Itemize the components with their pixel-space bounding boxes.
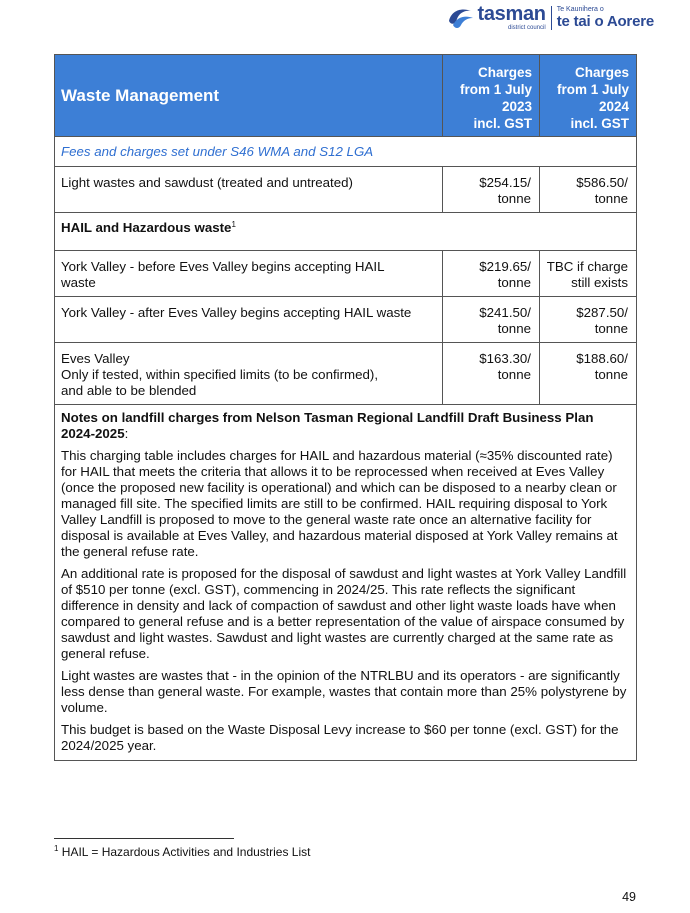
footnote-divider — [54, 838, 234, 839]
notes-row — [55, 405, 637, 761]
charge-line: $241.50/ — [479, 305, 531, 320]
footnote-text: HAIL = Hazardous Activities and Industries List — [61, 845, 311, 859]
table-row — [55, 297, 637, 343]
waste-management-table — [54, 54, 637, 761]
header-line: incl. GST — [473, 116, 532, 131]
notes-paragraph: Light wastes are wastes that - in the opinion of the NTRLBU and its operators - are significantly less dense than general waste. For example, wastes that contain more than 25% polystyrene by volume. — [61, 668, 627, 715]
charge-line: $287.50/ — [576, 305, 628, 320]
description-line: and able to be blended — [61, 383, 197, 398]
header-line: Charges — [574, 65, 629, 80]
notes-body — [61, 448, 630, 754]
description-line: Eves Valley — [61, 351, 130, 366]
charge-2024 — [540, 297, 637, 343]
charge-line: tonne — [497, 321, 531, 336]
header-line: from 1 July — [459, 82, 532, 97]
table-header-row — [55, 55, 637, 137]
description-line: Only if tested, within specified limits (to be confirmed), — [61, 367, 379, 382]
notes-title-text: Notes on landfill charges from Nelson Tasman Regional Landfill Draft Business Plan 2024-2025 — [61, 410, 594, 441]
description-line: waste — [61, 275, 96, 290]
wave-logo-icon — [447, 5, 475, 31]
notes-paragraph: This budget is based on the Waste Disposal Levy increase to $60 per tonne (excl. GST) for the 2024/2025 year. — [61, 722, 619, 753]
notes-title — [61, 410, 630, 442]
charge-2024 — [540, 167, 637, 213]
logo-maori-small: Te Kaunihera o — [556, 6, 604, 13]
row-description — [55, 167, 443, 213]
logo-wordmark — [477, 4, 545, 31]
logo-name: tasman — [477, 3, 546, 25]
charge-line: $254.15/ — [479, 175, 531, 190]
notes-paragraph: This charging table includes charges for HAIL and hazardous material (≈35% discounted rate) for HAIL that meets the criteria that allows it to be reprocessed when received at Eves Valley (once the proposed new facility is operational) and which can be disposed to a nearby clean or managed fill site. The specified limits are still to be confirmed. HAIL requiring disposal to York Valley Landfill is proposed to move to the general waste rate once an alternative facility for disposal is available at Eves Valley, and hazardous material disposed at York Valley remains at the general refuse rate. — [61, 448, 618, 559]
header-line: incl. GST — [570, 116, 629, 131]
row-description — [55, 251, 443, 297]
notes-paragraph: An additional rate is proposed for the disposal of sawdust and light wastes at York Valley Landfill of $510 per tonne (excl. GST), commencing in 2024/25. This rate reflects the significant difference in density and lack of compaction of sawdust and other light waste loads have when compared to general refuse and is a better representation of the value of airspace consumed by sawdust and light wastes. Sawdust and light wastes are currently charged at the same rate as general refuse. — [61, 566, 627, 661]
header-line: 2024 — [598, 99, 629, 114]
logo-maori-name: te tai o Aorere — [556, 13, 654, 30]
charge-line: $586.50/ — [576, 175, 628, 190]
charge-line: tonne — [594, 367, 628, 382]
charge-2023 — [443, 343, 540, 405]
table-row — [55, 251, 637, 297]
table-title: Waste Management — [55, 55, 443, 137]
row-description — [55, 297, 443, 343]
charge-line: $163.30/ — [479, 351, 531, 366]
header-line: 2023 — [501, 99, 532, 114]
description-line: Light wastes and sawdust (treated and untreated) — [61, 175, 353, 190]
section-label: Fees and charges set under S46 WMA and S12 LGA — [55, 137, 637, 167]
footnote — [54, 845, 310, 859]
charge-line: TBC if charge — [546, 259, 628, 274]
hail-heading — [55, 213, 637, 251]
section-row — [55, 137, 637, 167]
table-row — [55, 167, 637, 213]
charge-line: tonne — [497, 191, 531, 206]
logo-subtitle: district council — [508, 25, 546, 31]
charge-2024 — [540, 343, 637, 405]
table-row — [55, 343, 637, 405]
charge-2023 — [443, 297, 540, 343]
charge-line: still exists — [571, 275, 628, 290]
hail-heading-row — [55, 213, 637, 251]
charge-line: tonne — [594, 321, 628, 336]
column-header-2023 — [443, 55, 540, 137]
column-header-2024 — [540, 55, 637, 137]
charge-2024 — [540, 251, 637, 297]
page-number: 49 — [622, 890, 636, 904]
charge-line: tonne — [497, 367, 531, 382]
row-description — [55, 343, 443, 405]
charge-2023 — [443, 167, 540, 213]
description-line: York Valley - after Eves Valley begins accepting HAIL waste — [61, 305, 412, 320]
council-logo — [447, 4, 654, 31]
charge-line: tonne — [594, 191, 628, 206]
charge-line: tonne — [497, 275, 531, 290]
landfill-notes — [55, 405, 637, 761]
notes-title-suffix: : — [124, 426, 129, 441]
footnote-marker: 1 — [54, 844, 59, 853]
header-line: Charges — [477, 65, 532, 80]
description-line: York Valley - before Eves Valley begins accepting HAIL — [61, 259, 385, 274]
charge-line: $219.65/ — [479, 259, 531, 274]
logo-divider — [551, 6, 552, 30]
hail-heading-text: HAIL and Hazardous waste — [61, 220, 232, 235]
footnote-reference: 1 — [231, 220, 236, 229]
logo-maori-wordmark — [557, 6, 654, 29]
charge-line: $188.60/ — [576, 351, 628, 366]
charge-2023 — [443, 251, 540, 297]
header-line: from 1 July — [556, 82, 629, 97]
